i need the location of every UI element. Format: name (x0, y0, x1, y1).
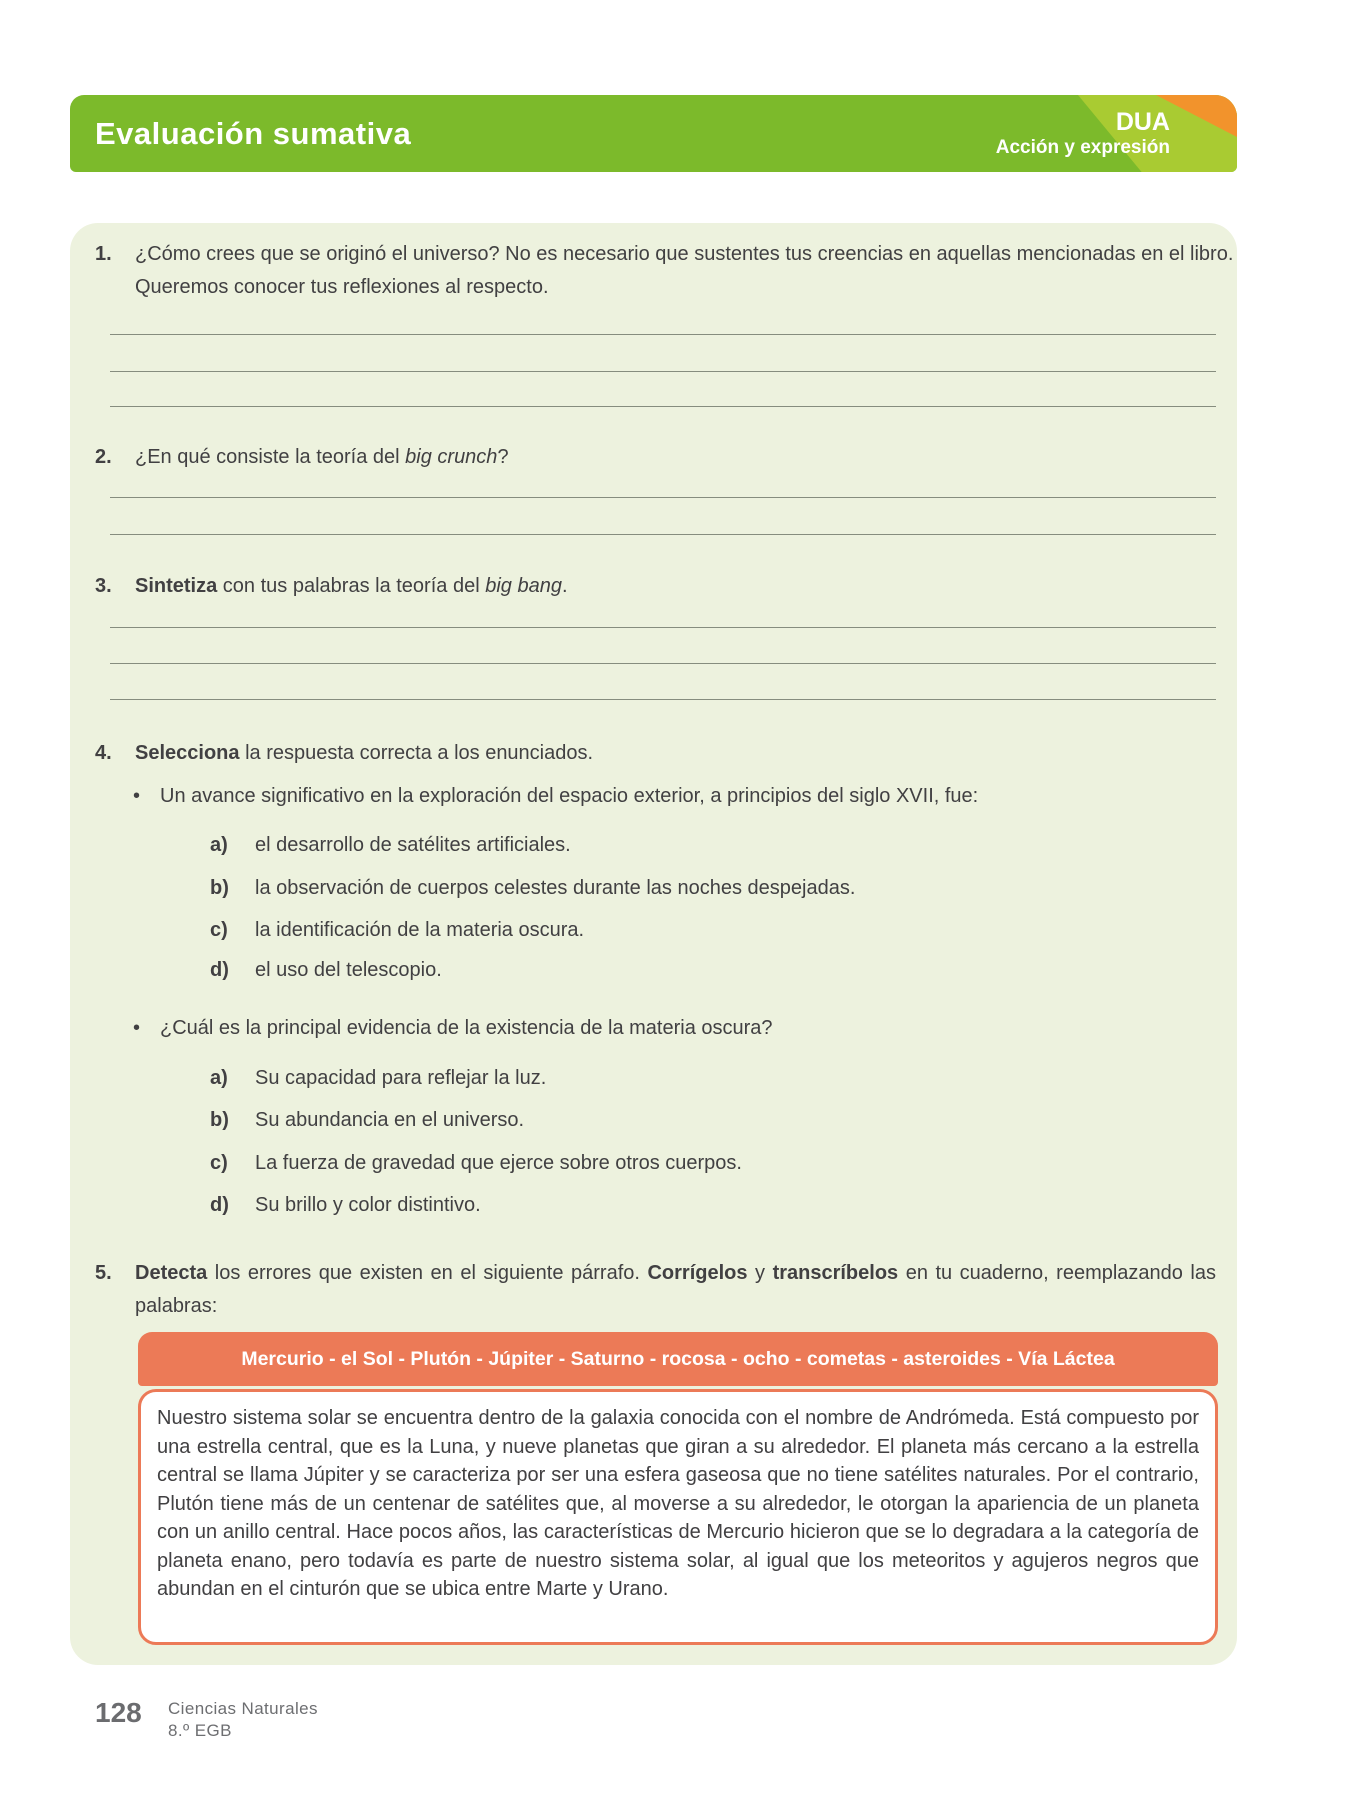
option-text: Su abundancia en el universo. (255, 1109, 525, 1131)
question-3-mid: con tus palabras la teoría del (217, 575, 486, 597)
bullet-icon: • (133, 1017, 141, 1039)
question-4-number: 4. (95, 742, 112, 764)
question-3-post: . (561, 575, 568, 597)
question-4-rest: la respuesta correcta a los enunciados. (239, 742, 594, 764)
question-3-number: 3. (95, 575, 112, 597)
answer-line (110, 406, 1216, 407)
option-text: la observación de cuerpos celestes durante las noches despejadas. (255, 877, 856, 899)
question-5-bold2: Corrígelos (647, 1262, 748, 1284)
option-letter: d) (210, 1194, 229, 1216)
answer-line (110, 663, 1216, 664)
paragraph-box (138, 1389, 1218, 1645)
question-3-verb: Sintetiza (135, 575, 218, 597)
footer-subject: Ciencias Naturales (168, 1699, 318, 1718)
question-5-verb: Detecta (135, 1262, 208, 1284)
question-4-bullet-1: Un avance significativo en la exploración del espacio exterior, a principios del siglo XVII, fue: (160, 785, 979, 807)
option-letter: b) (210, 1109, 229, 1131)
page-title: Evaluación sumativa (95, 115, 412, 151)
question-4-bullet-2: ¿Cuál es la principal evidencia de la existencia de la materia oscura? (160, 1017, 773, 1039)
answer-line (110, 699, 1216, 700)
option-text: Su brillo y color distintivo. (255, 1194, 481, 1216)
page-number: 128 (95, 1697, 142, 1728)
option-text: el uso del telescopio. (255, 959, 442, 981)
question-5-text (135, 1257, 1216, 1323)
question-5-end: en tu cuaderno, reemplazando las palabras: (135, 1262, 1216, 1317)
answer-line (110, 334, 1216, 335)
question-1-number: 1. (95, 243, 112, 265)
option-text: el desarrollo de satélites artificiales. (255, 834, 571, 856)
paragraph-text: Nuestro sistema solar se encuentra dentro de la galaxia conocida con el nombre de Andrómeda. Está compuesto por una estrella central, que es la Luna, y nueve planetas que giran a su alrededor. El planeta más cercano a la estrella central se llama Júpiter y se caracteriza por ser una esfera gaseosa que no tiene satélites naturales. Por el contrario, Plutón tiene más de un centenar de satélites que, al moverse a su alrededor, le otorgan la apariencia de un planeta con un anillo central. Hace pocos años, las características de Mercurio hicieron que se lo degradara a la categoría de planeta enano, pero todavía es parte de nuestro sistema solar, al igual que los meteoritos y agujeros negros que abundan en el cinturón que se ubica entre Marte y Urano. (157, 1407, 1199, 1600)
option-letter: d) (210, 959, 229, 981)
option-text: la identificación de la materia oscura. (255, 919, 585, 941)
word-bank-banner (138, 1332, 1218, 1386)
option-text: La fuerza de gravedad que ejerce sobre otros cuerpos. (255, 1152, 742, 1174)
answer-line (110, 371, 1216, 372)
question-5-number: 5. (95, 1262, 112, 1284)
question-2-post: ? (497, 446, 509, 468)
dua-sublabel: Acción y expresión (995, 136, 1170, 158)
word-bank-text: Mercurio - el Sol - Plutón - Júpiter - Saturno - rocosa - ocho - cometas - asteroides - Vía Láctea (241, 1347, 1115, 1370)
question-1-text: ¿Cómo crees que se originó el universo? No es necesario que sustentes tus creencias en aquellas mencionadas en el libro. Queremos conocer tus reflexiones al respecto. (135, 243, 1234, 298)
option-letter: c) (210, 919, 228, 941)
question-5-mid1: los errores que existen en el siguiente párrafo. (207, 1262, 648, 1284)
bullet-icon: • (133, 785, 141, 807)
answer-line (110, 534, 1216, 535)
dua-badge (996, 109, 1170, 159)
question-2-italic-term: big crunch (405, 446, 498, 468)
section-header (70, 95, 1237, 172)
question-2-number: 2. (95, 446, 112, 468)
question-2-text (135, 441, 1235, 474)
content-panel (70, 223, 1237, 1665)
question-4-text (135, 737, 1235, 770)
question-3-italic-term: big bang (485, 575, 562, 597)
option-letter: a) (210, 1067, 228, 1089)
dua-label: DUA (1115, 107, 1170, 136)
option-letter: b) (210, 877, 229, 899)
footer-meta (168, 1698, 318, 1742)
question-5-mid2: y (747, 1262, 773, 1284)
question-5-bold3: transcríbelos (772, 1262, 899, 1284)
question-2-pre: ¿En qué consiste la teoría del (135, 446, 406, 468)
question-4-verb: Selecciona (135, 742, 240, 764)
answer-line (110, 497, 1216, 498)
option-letter: a) (210, 834, 228, 856)
option-letter: c) (210, 1152, 228, 1174)
footer-grade: 8.º EGB (168, 1721, 232, 1740)
question-3-text (135, 570, 1235, 603)
answer-line (110, 627, 1216, 628)
option-text: Su capacidad para reflejar la luz. (255, 1067, 547, 1089)
